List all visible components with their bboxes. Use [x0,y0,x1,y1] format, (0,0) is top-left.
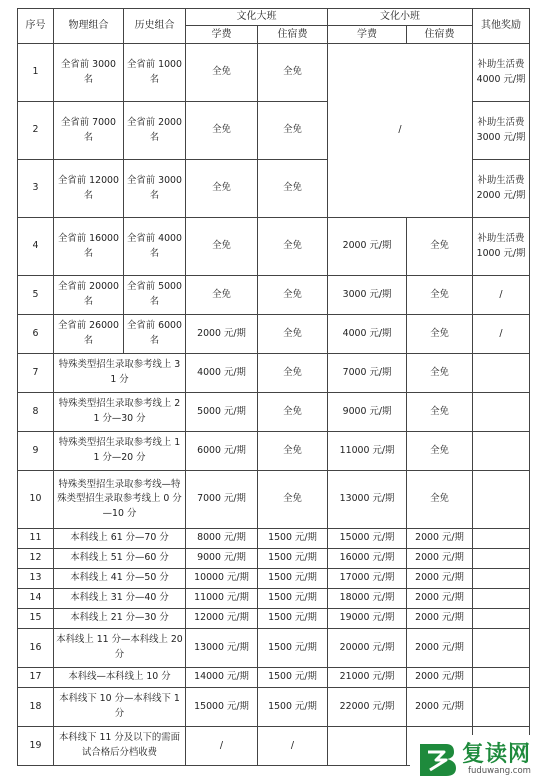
cell-big-lodging: 全免 [258,102,328,160]
cell-no: 14 [18,589,54,609]
header-big-class: 文化大班 [186,9,328,26]
cell-history: 全省前 5000 名 [124,276,186,315]
cell-big-tuition: 7000 元/期 [186,471,258,529]
cell-criteria: 本科线上 11 分—本科线上 20 分 [54,629,186,668]
header-small-tuition: 学费 [328,26,407,44]
cell-big-tuition: 4000 元/期 [186,354,258,393]
cell-no: 6 [18,315,54,354]
cell-criteria: 特殊类型招生录取参考线上 11 分—20 分 [54,432,186,471]
cell-small-lodging: 2000 元/期 [407,688,473,727]
cell-small-tuition: 18000 元/期 [328,589,407,609]
cell-criteria: 特殊类型招生录取参考线上 31 分 [54,354,186,393]
cell-big-tuition: 10000 元/期 [186,569,258,589]
cell-small-lodging: 2000 元/期 [407,629,473,668]
header-history: 历史组合 [124,9,186,44]
cell-other [473,529,530,549]
cell-small-lodging: 2000 元/期 [407,529,473,549]
cell-other [473,549,530,569]
cell-other [473,393,530,432]
cell-criteria: 本科线下 10 分—本科线下 1 分 [54,688,186,727]
cell-big-tuition: 6000 元/期 [186,432,258,471]
cell-criteria: 本科线上 61 分—70 分 [54,529,186,549]
header-physics: 物理组合 [54,9,124,44]
cell-physics: 全省前 3000 名 [54,44,124,102]
cell-other [473,688,530,727]
cell-big-tuition: 5000 元/期 [186,393,258,432]
cell-small-lodging: 全免 [407,432,473,471]
cell-big-tuition: 全免 [186,276,258,315]
cell-other: 补助生活费 1000 元/期 [473,218,530,276]
cell-big-lodging: 全免 [258,315,328,354]
cell-small-lodging: 2000 元/期 [407,589,473,609]
cell-history: 全省前 3000 名 [124,160,186,218]
cell-big-lodging: 1500 元/期 [258,569,328,589]
cell-other: 补助生活费 2000 元/期 [473,160,530,218]
cell-small-class-na: / [328,44,473,218]
cell-big-tuition: 全免 [186,218,258,276]
cell-small-tuition: 22000 元/期 [328,688,407,727]
table-row [18,688,530,727]
cell-no: 18 [18,688,54,727]
cell-small-tuition [328,727,407,766]
header-small-lodging: 住宿费 [407,26,473,44]
cell-big-tuition: 9000 元/期 [186,549,258,569]
cell-other: / [473,315,530,354]
cell-small-lodging: 全免 [407,276,473,315]
cell-small-lodging: 全免 [407,218,473,276]
cell-small-lodging: 2000 元/期 [407,668,473,688]
cell-small-tuition: 4000 元/期 [328,315,407,354]
cell-small-tuition: 20000 元/期 [328,629,407,668]
cell-physics: 全省前 12000 名 [54,160,124,218]
cell-no: 19 [18,727,54,766]
header-big-tuition: 学费 [186,26,258,44]
cell-small-tuition: 11000 元/期 [328,432,407,471]
cell-criteria: 本科线上 41 分—50 分 [54,569,186,589]
cell-big-lodging: 全免 [258,393,328,432]
cell-small-tuition: 19000 元/期 [328,609,407,629]
cell-physics: 全省前 26000 名 [54,315,124,354]
cell-big-tuition: 全免 [186,44,258,102]
cell-history: 全省前 1000 名 [124,44,186,102]
header-big-lodging: 住宿费 [258,26,328,44]
cell-other [473,354,530,393]
table-row [18,44,530,102]
cell-big-lodging: 全免 [258,471,328,529]
cell-small-lodging: 全免 [407,315,473,354]
cell-big-lodging: 全免 [258,44,328,102]
cell-small-lodging: 2000 元/期 [407,569,473,589]
cell-criteria: 本科线上 51 分—60 分 [54,549,186,569]
table-row [18,471,530,529]
logo-mark-icon [416,738,460,778]
cell-big-tuition: 15000 元/期 [186,688,258,727]
cell-other: 补助生活费 4000 元/期 [473,44,530,102]
cell-physics: 全省前 16000 名 [54,218,124,276]
cell-big-lodging: / [258,727,328,766]
cell-big-lodging: 1500 元/期 [258,668,328,688]
cell-small-lodging: 2000 元/期 [407,609,473,629]
header-small-class: 文化小班 [328,9,473,26]
cell-history: 全省前 2000 名 [124,102,186,160]
cell-no: 2 [18,102,54,160]
cell-big-lodging: 全免 [258,432,328,471]
table-row [18,276,530,315]
cell-small-lodging: 全免 [407,471,473,529]
cell-no: 10 [18,471,54,529]
cell-other [473,432,530,471]
table-row [18,569,530,589]
header-other: 其他奖励 [473,9,530,44]
cell-other [473,589,530,609]
cell-other: 补助生活费 3000 元/期 [473,102,530,160]
cell-big-tuition: 全免 [186,160,258,218]
cell-no: 7 [18,354,54,393]
table-row [18,315,530,354]
cell-big-tuition: 8000 元/期 [186,529,258,549]
cell-big-tuition: / [186,727,258,766]
cell-history: 全省前 4000 名 [124,218,186,276]
cell-history: 全省前 6000 名 [124,315,186,354]
cell-criteria: 特殊类型招生录取参考线—特殊类型招生录取参考线上 0 分—10 分 [54,471,186,529]
table-row [18,393,530,432]
watermark-url: fuduwang.com [468,766,531,776]
cell-small-lodging: 2000 元/期 [407,549,473,569]
cell-small-tuition: 16000 元/期 [328,549,407,569]
cell-criteria: 特殊类型招生录取参考线上 21 分—30 分 [54,393,186,432]
table-row [18,629,530,668]
cell-other [473,629,530,668]
cell-criteria: 本科线下 11 分及以下的需面试合格后分档收费 [54,727,186,766]
cell-big-tuition: 13000 元/期 [186,629,258,668]
cell-other [473,471,530,529]
cell-big-tuition: 全免 [186,102,258,160]
cell-small-tuition: 13000 元/期 [328,471,407,529]
cell-big-lodging: 全免 [258,276,328,315]
cell-small-lodging: 全免 [407,393,473,432]
cell-small-tuition: 2000 元/期 [328,218,407,276]
cell-small-tuition: 15000 元/期 [328,529,407,549]
cell-physics: 全省前 20000 名 [54,276,124,315]
cell-big-tuition: 2000 元/期 [186,315,258,354]
cell-no: 13 [18,569,54,589]
table-row [18,668,530,688]
table-row [18,432,530,471]
cell-other [473,668,530,688]
cell-no: 8 [18,393,54,432]
cell-no: 3 [18,160,54,218]
cell-no: 4 [18,218,54,276]
cell-no: 17 [18,668,54,688]
cell-no: 15 [18,609,54,629]
table-row [18,218,530,276]
cell-big-lodging: 全免 [258,218,328,276]
cell-criteria: 本科线上 31 分—40 分 [54,589,186,609]
cell-small-tuition: 9000 元/期 [328,393,407,432]
watermark-brand: 复读网 [462,742,532,767]
cell-big-lodging: 1500 元/期 [258,529,328,549]
cell-no: 5 [18,276,54,315]
table-row [18,529,530,549]
cell-no: 1 [18,44,54,102]
cell-no: 12 [18,549,54,569]
fee-table [17,8,530,766]
cell-other: / [473,276,530,315]
watermark-logo [410,735,547,782]
cell-big-tuition: 12000 元/期 [186,609,258,629]
cell-small-tuition: 17000 元/期 [328,569,407,589]
cell-small-tuition: 21000 元/期 [328,668,407,688]
table-row [18,549,530,569]
cell-small-lodging: 全免 [407,354,473,393]
header-no: 序号 [18,9,54,44]
table-row [18,589,530,609]
cell-other [473,609,530,629]
table-row [18,354,530,393]
cell-big-tuition: 14000 元/期 [186,668,258,688]
cell-big-lodging: 1500 元/期 [258,688,328,727]
cell-big-lodging: 1500 元/期 [258,629,328,668]
cell-criteria: 本科线—本科线上 10 分 [54,668,186,688]
cell-physics: 全省前 7000 名 [54,102,124,160]
cell-no: 9 [18,432,54,471]
cell-small-tuition: 3000 元/期 [328,276,407,315]
cell-big-lodging: 1500 元/期 [258,609,328,629]
cell-big-tuition: 11000 元/期 [186,589,258,609]
cell-big-lodging: 1500 元/期 [258,589,328,609]
cell-no: 11 [18,529,54,549]
cell-small-tuition: 7000 元/期 [328,354,407,393]
cell-big-lodging: 全免 [258,160,328,218]
cell-big-lodging: 全免 [258,354,328,393]
cell-big-lodging: 1500 元/期 [258,549,328,569]
table-row [18,609,530,629]
cell-criteria: 本科线上 21 分—30 分 [54,609,186,629]
cell-no: 16 [18,629,54,668]
cell-other [473,569,530,589]
